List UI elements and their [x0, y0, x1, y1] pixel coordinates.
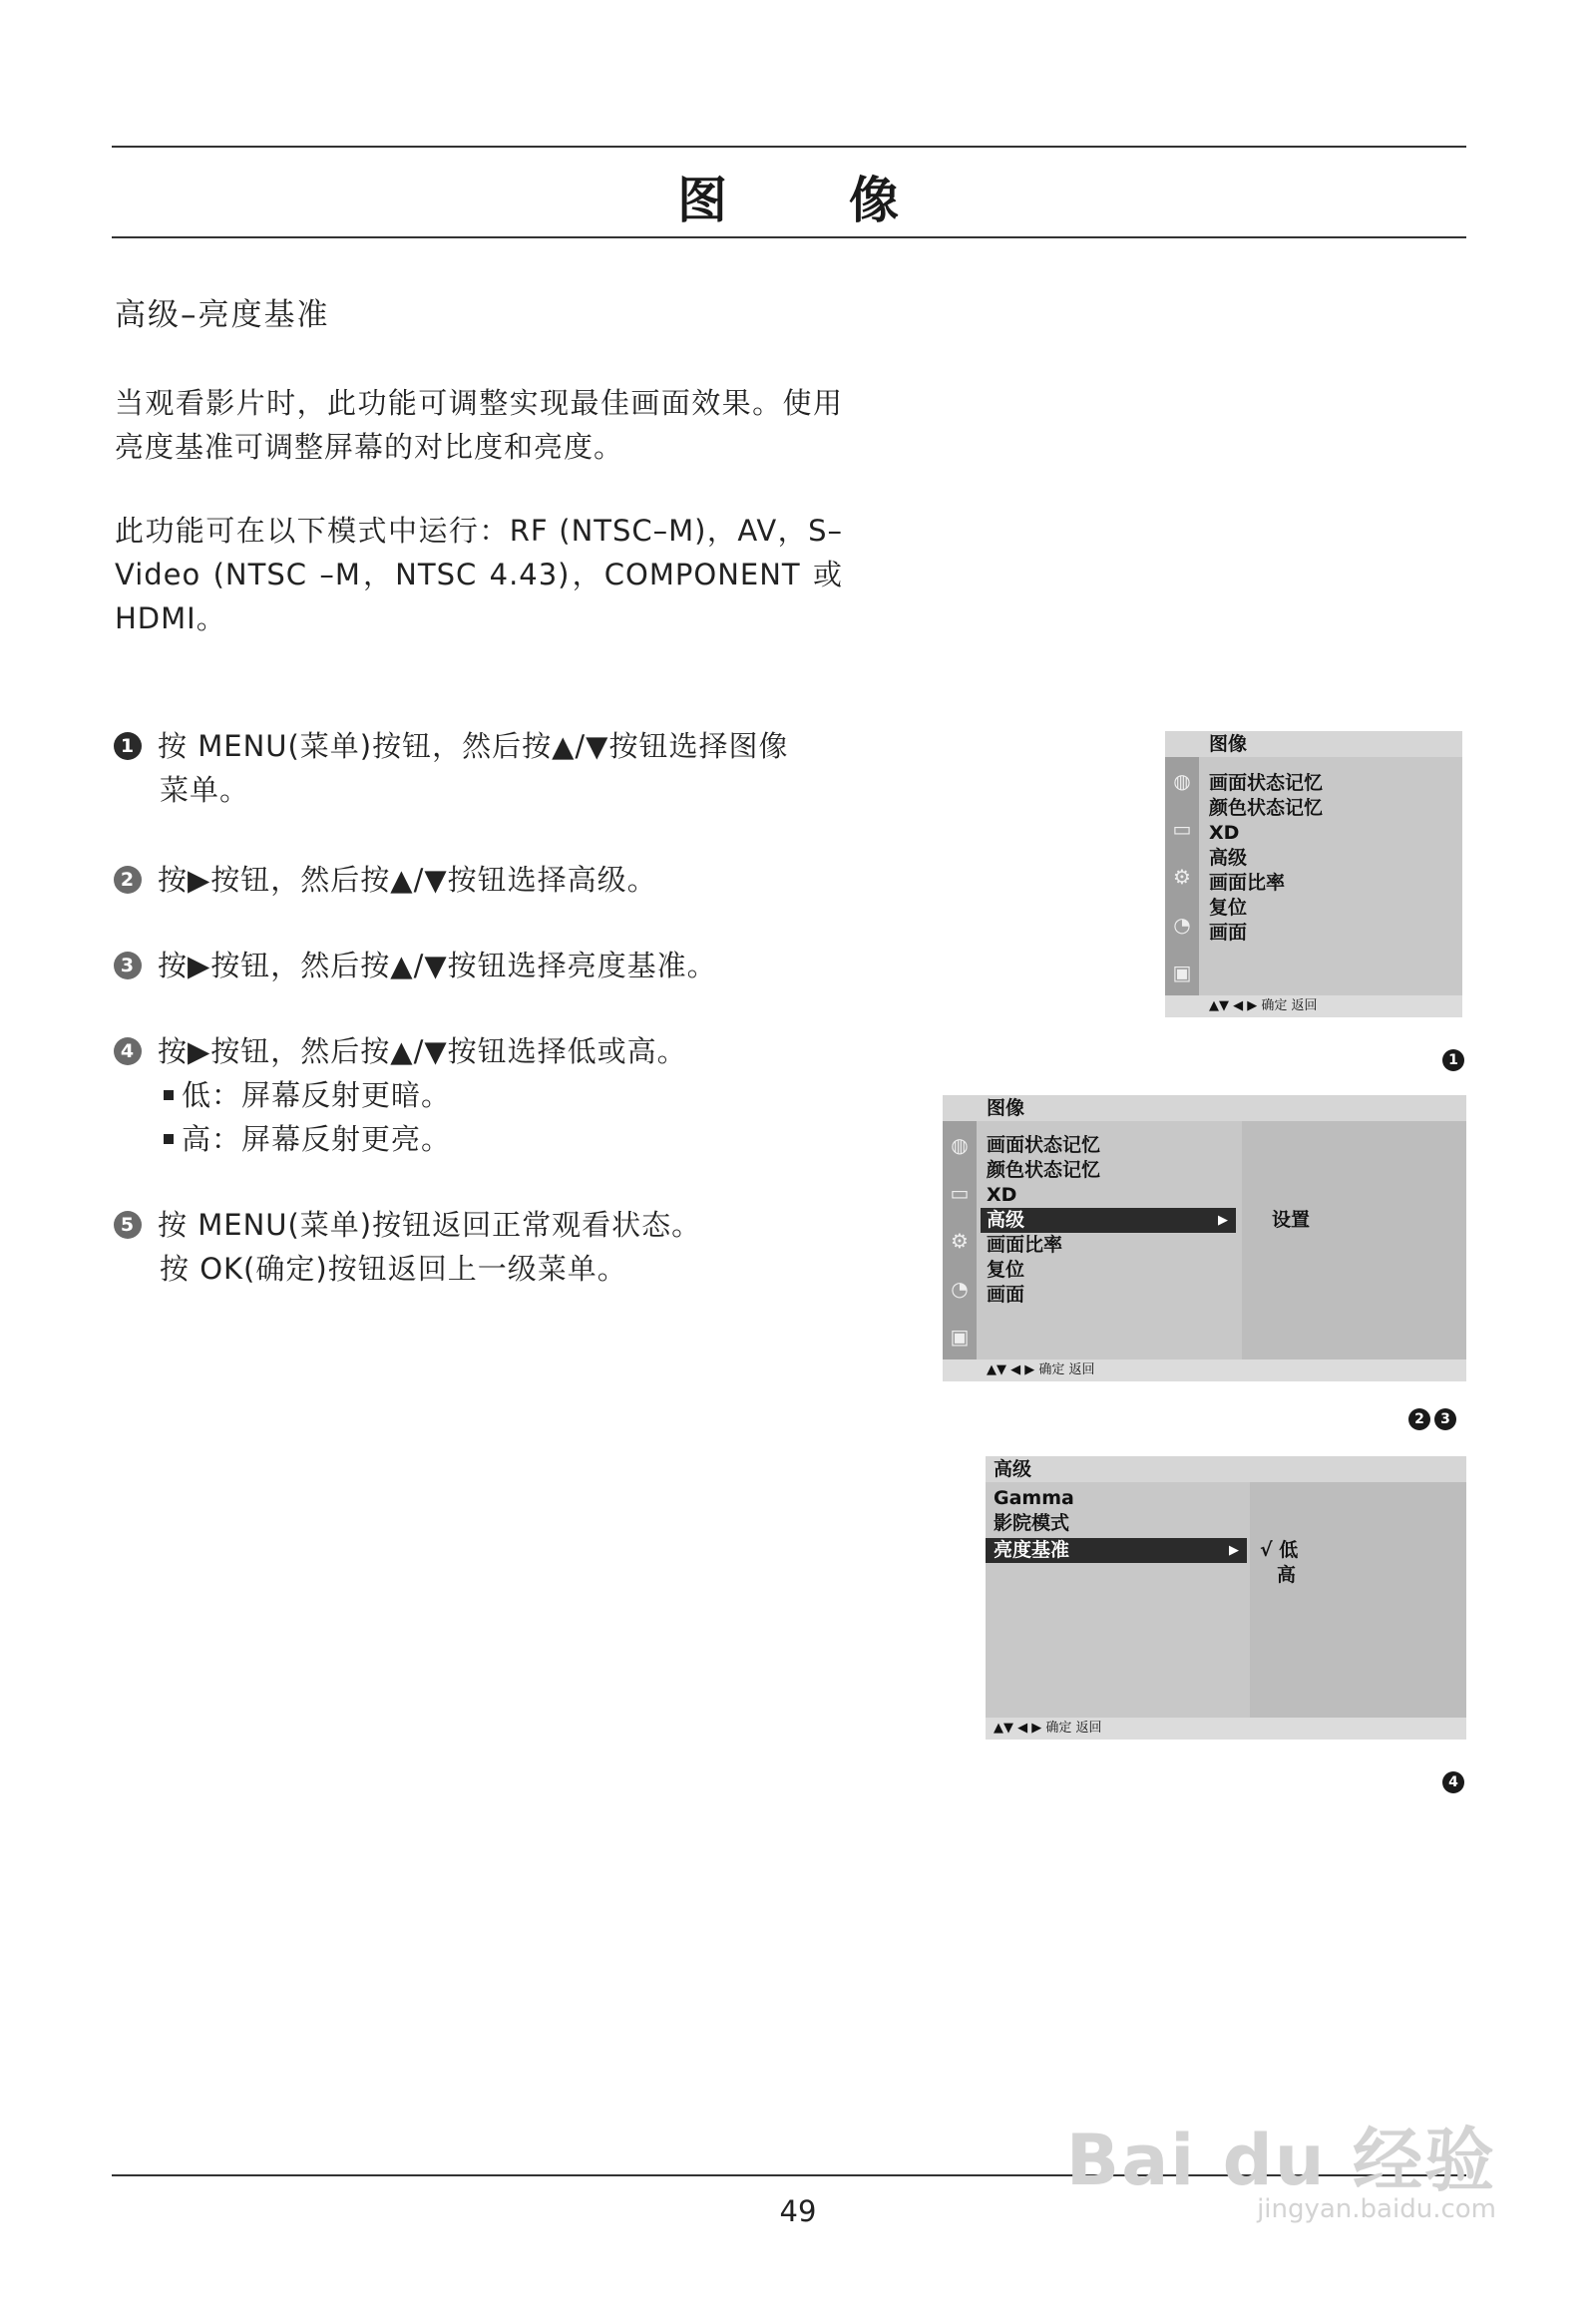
figure-label-4 — [1442, 1771, 1464, 1793]
arrow-right-icon: ▶ — [1218, 1213, 1228, 1228]
lock-icon: ▣ — [1172, 961, 1192, 984]
watermark-logo: Bai du 经验 — [1065, 2120, 1496, 2201]
menu-item[interactable]: 复位 — [987, 1259, 1025, 1281]
step-text: 按▶按钮，然后按▲/▼按钮选择高级。 — [158, 863, 657, 897]
menu-footer: ▲▼ ◀ ▶ 确定 返回 — [986, 1718, 1466, 1740]
menu-item-selected[interactable] — [986, 1538, 1247, 1563]
bullet-square-icon — [164, 1090, 174, 1100]
step-text: 按 MENU(菜单)按钮，然后按▲/▼按钮选择图像 — [158, 729, 789, 763]
intro-paragraph-1: 当观看影片时，此功能可调整实现最佳画面效果。使用亮度基准可调整屏幕的对比度和亮度。 — [115, 386, 843, 464]
picture-icon: ◍ — [951, 1133, 969, 1157]
screen-icon: ▭ — [950, 1181, 970, 1205]
menu-item[interactable]: 画面状态记忆 — [987, 1134, 1101, 1156]
menu-item[interactable]: 复位 — [1209, 897, 1248, 919]
menu-item[interactable]: 影院模式 — [994, 1512, 1070, 1534]
title-rule — [112, 236, 1466, 238]
bullet-text: 高：屏幕反射更亮。 — [182, 1122, 452, 1156]
step-2 — [112, 858, 870, 902]
menu-item[interactable]: 画面 — [1209, 922, 1248, 944]
step-number: 4 — [114, 1037, 142, 1065]
title-char-2: 像 — [849, 172, 901, 229]
top-rule — [112, 146, 1466, 148]
page-title — [112, 162, 1466, 231]
bullet-square-icon — [164, 1134, 174, 1144]
figure-label-1 — [1442, 1049, 1464, 1071]
menu-header: 图像 — [943, 1095, 1466, 1121]
timer-icon: ◔ — [1173, 913, 1191, 937]
menu-icon-column — [1165, 757, 1199, 997]
step-text-cont: 按 OK(确定)按钮返回上一级菜单。 — [160, 1252, 627, 1286]
menu-icon-column — [943, 1121, 977, 1361]
screen-icon: ▭ — [1172, 817, 1192, 841]
osd-menu-picture — [1165, 731, 1462, 1017]
step-5 — [112, 1203, 870, 1291]
menu-footer: ▲▼ ◀ ▶ 确定 返回 — [1165, 995, 1462, 1017]
watermark-url: jingyan.baidu.com — [1257, 2194, 1496, 2224]
bullet-high — [112, 1117, 870, 1161]
step-text: 按▶按钮，然后按▲/▼按钮选择亮度基准。 — [158, 949, 717, 982]
option-high[interactable]: 高 — [1277, 1564, 1297, 1586]
menu-item[interactable]: 画面 — [987, 1284, 1025, 1306]
timer-icon: ◔ — [951, 1277, 969, 1301]
step-number: 5 — [114, 1211, 142, 1239]
intro-paragraph-2: 此功能可在以下模式中运行：RF (NTSC–M)，AV，S–Video (NTSC –M，NTSC 4.43)，COMPONENT 或HDMI。 — [115, 514, 843, 635]
menu-item-label: 高级 — [987, 1209, 1025, 1231]
step-3 — [112, 944, 870, 987]
figure-badge: 3 — [1434, 1408, 1456, 1430]
menu-header: 高级 — [986, 1456, 1466, 1482]
osd-menu-advanced-select — [943, 1095, 1466, 1381]
figure-badge: 2 — [1408, 1408, 1430, 1430]
title-char-1: 图 — [677, 172, 729, 229]
figure-badge: 4 — [1442, 1771, 1464, 1793]
gear-icon: ⚙ — [951, 1229, 969, 1253]
menu-item[interactable]: 画面比率 — [987, 1234, 1063, 1256]
gear-icon: ⚙ — [1173, 865, 1191, 889]
submenu-panel — [1242, 1121, 1466, 1359]
bullet-low — [112, 1073, 870, 1117]
step-number: 3 — [114, 952, 142, 979]
lock-icon: ▣ — [950, 1325, 970, 1349]
menu-item[interactable]: 颜色状态记忆 — [1209, 797, 1324, 819]
arrow-right-icon: ▶ — [1229, 1543, 1239, 1558]
menu-item[interactable]: Gamma — [994, 1487, 1074, 1509]
step-number: 2 — [114, 866, 142, 894]
submenu-panel — [1250, 1482, 1466, 1718]
menu-item[interactable]: XD — [1209, 822, 1240, 844]
submenu-value[interactable]: 设置 — [1272, 1209, 1311, 1231]
figure-badge: 1 — [1442, 1049, 1464, 1071]
step-number: 1 — [114, 732, 142, 760]
menu-item[interactable]: 画面比率 — [1209, 872, 1286, 894]
picture-icon: ◍ — [1173, 769, 1191, 793]
step-text: 按▶按钮，然后按▲/▼按钮选择低或高。 — [158, 1034, 687, 1068]
section-subtitle: 高级–亮度基准 — [115, 297, 330, 333]
step-text: 按 MENU(菜单)按钮返回正常观看状态。 — [158, 1208, 702, 1242]
menu-item-selected[interactable] — [981, 1208, 1236, 1233]
bullet-text: 低：屏幕反射更暗。 — [182, 1078, 452, 1112]
menu-footer: ▲▼ ◀ ▶ 确定 返回 — [943, 1359, 1466, 1381]
page-number: 49 — [779, 2194, 817, 2228]
osd-menu-brightness-base — [986, 1456, 1466, 1740]
step-text-cont: 菜单。 — [160, 773, 250, 807]
menu-header: 图像 — [1165, 731, 1462, 757]
option-low-checked[interactable]: √ 低 — [1260, 1539, 1299, 1561]
menu-item-label: 亮度基准 — [994, 1539, 1070, 1561]
menu-item[interactable]: 画面状态记忆 — [1209, 772, 1324, 794]
figure-label-2-3 — [1408, 1408, 1456, 1430]
menu-item[interactable]: 高级 — [1209, 847, 1248, 869]
step-4 — [112, 1029, 870, 1161]
menu-item[interactable]: 颜色状态记忆 — [987, 1159, 1101, 1181]
step-1 — [112, 724, 870, 812]
menu-item[interactable]: XD — [987, 1184, 1017, 1206]
